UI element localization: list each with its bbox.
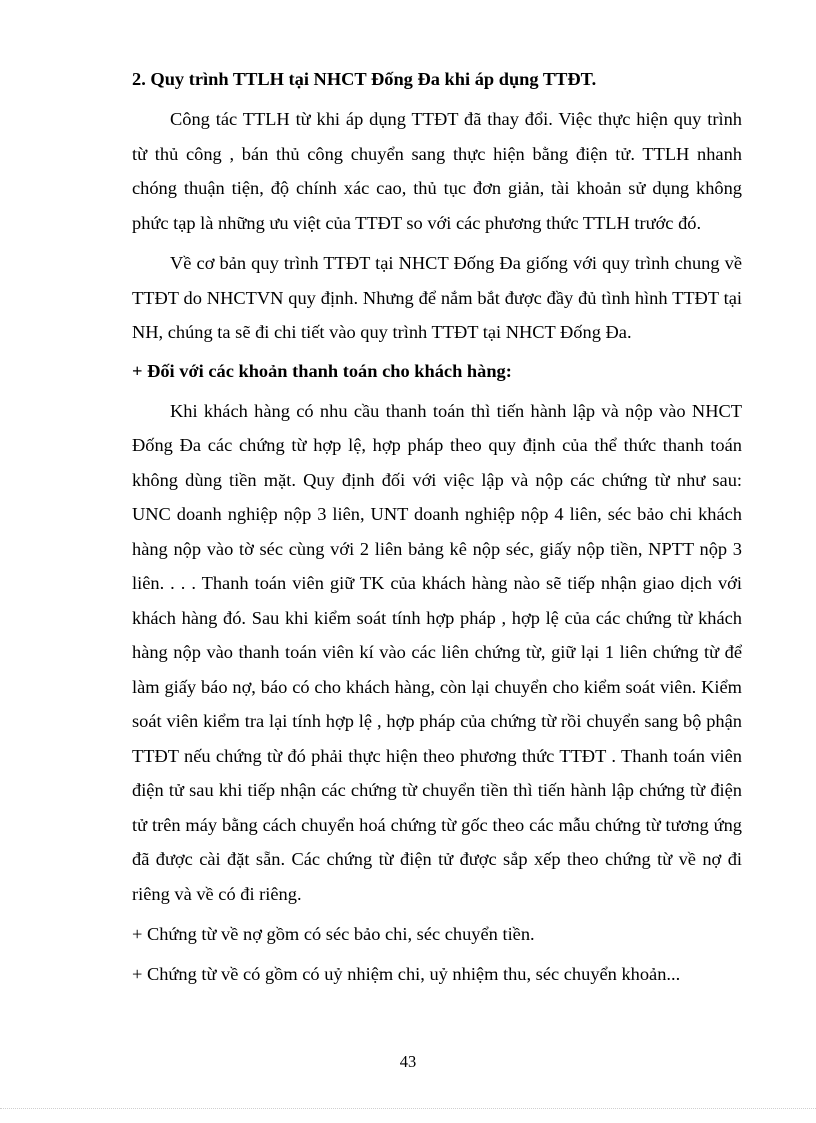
footer-divider <box>0 1108 816 1109</box>
page-number: 43 <box>399 1052 417 1071</box>
body-paragraph: Công tác TTLH từ khi áp dụng TTĐT đã thay đổi. Việc thực hiện quy trình từ thủ công , bán thủ công chuyển sang thực hiện bằng điện tử. TTLH nhanh chóng thuận tiện, độ chính xác cao, thủ tục đơn giản, tài khoản sử dụng không phức tạp là những ưu việt của TTĐT so với các phương thức TTLH trước đó. <box>132 109 742 233</box>
sub-heading: + Đối với các khoản thanh toán cho khách hàng: <box>132 360 512 381</box>
body-paragraph: Khi khách hàng có nhu cầu thanh toán thì tiến hành lập và nộp vào NHCT Đống Đa các chứng từ hợp lệ, hợp pháp theo quy định của thể thức thanh toán không dùng tiền mặt. Quy định đối với việc lập và nộp các chứng từ như sau: UNC doanh nghiệp nộp 3 liên, UNT doanh nghiệp nộp 4 liên, séc bảo chi khách hàng nộp vào tờ séc cùng với 2 liên bảng kê nộp séc, giấy nộp tiền, NPTT nộp 3 liên. . . . Thanh toán viên giữ TK của khách hàng nào sẽ tiếp nhận giao dịch với khách hàng đó. Sau khi kiểm soát tính hợp pháp , hợp lệ của các chứng từ khách hàng nộp vào thanh toán viên kí vào các liên chứng từ, giữ lại 1 liên chứng từ để làm giấy báo nợ, báo có cho khách hàng, còn lại chuyển cho kiểm soát viên. Kiểm soát viên kiểm tra lại tính hợp lệ , hợp pháp của chứng từ rồi chuyển sang bộ phận TTĐT nếu chứng từ đó phải thực hiện theo phương thức TTĐT . Thanh toán viên điện tử sau khi tiếp nhận các chứng từ chuyển tiền thì tiến hành lập chứng từ điện tử trên máy bằng cách chuyển hoá chứng từ gốc theo các mẫu chứng từ tương ứng đã được cài đặt sẵn. Các chứng từ điện tử được sắp xếp theo chứng từ về nợ đi riêng và về có đi riêng. <box>132 400 742 904</box>
bullet-item: + Chứng từ về có gồm có uỷ nhiệm chi, uỷ nhiệm thu, séc chuyển khoản... <box>132 964 681 984</box>
page-body <box>132 62 742 991</box>
section-heading: 2. Quy trình TTLH tại NHCT Đống Đa khi áp dụng TTĐT. <box>132 69 597 89</box>
body-paragraph: Về cơ bản quy trình TTĐT tại NHCT Đống Đa giống với quy trình chung về TTĐT do NHCTVN quy định. Nhưng để nắm bắt được đầy đủ tình hình TTĐT tại NH, chúng ta sẽ đi chi tiết vào quy trình TTĐT tại NHCT Đống Đa. <box>132 253 742 342</box>
bullet-item: + Chứng từ về nợ gồm có séc bảo chi, séc chuyển tiền. <box>132 924 535 944</box>
